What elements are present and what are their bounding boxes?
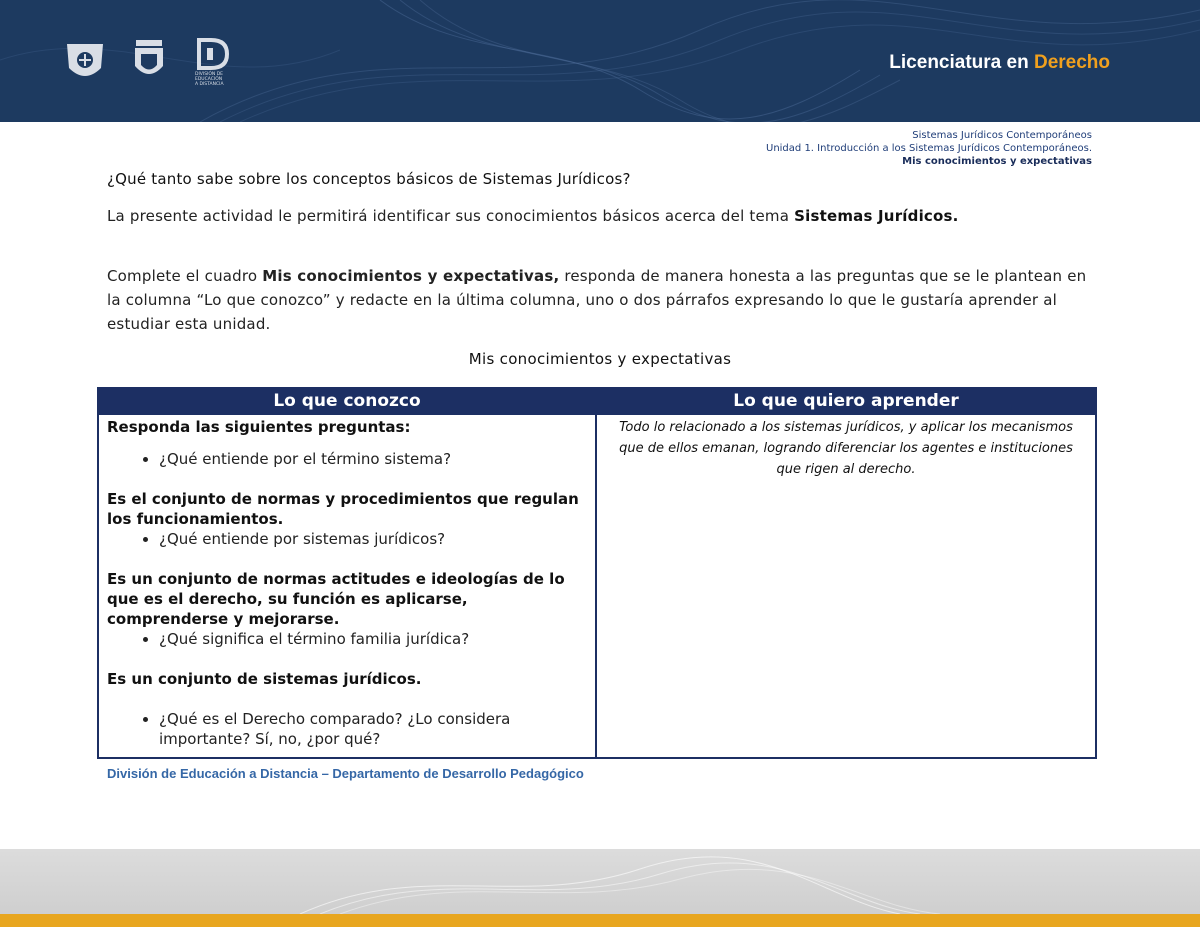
question-2: • ¿Qué entiende por sistemas jurídicos? xyxy=(159,529,587,549)
intro-paragraph xyxy=(107,207,959,225)
division-logo-icon xyxy=(190,36,236,86)
answer-2: Es un conjunto de normas actitudes e ideologías de lo que es el derecho, su función es aplicarse, comprenderse y mejorarse. xyxy=(107,570,565,628)
answer-3: Es un conjunto de sistemas jurídicos. xyxy=(107,670,422,688)
cell-lo-que-conozco[interactable] xyxy=(98,414,596,758)
breadcrumb-subject: Sistemas Jurídicos Contemporáneos xyxy=(912,130,1092,141)
unam-crest-icon xyxy=(62,36,108,86)
header-lo-que-conozco: Lo que conozco xyxy=(98,388,596,414)
footer-department: División de Educación a Distancia – Departamento de Desarrollo Pedagógico xyxy=(107,766,584,781)
footer-wave-decoration xyxy=(0,849,1200,914)
intro-text: La presente actividad le permitirá identificar sus conocimientos básicos acerca del tema xyxy=(107,207,795,225)
header-lo-que-quiero-aprender: Lo que quiero aprender xyxy=(596,388,1096,414)
question-list-3 xyxy=(107,629,587,649)
question-3: • ¿Qué significa el término familia jurídica? xyxy=(159,629,587,649)
svg-text:DIVISIÓN DE: DIVISIÓN DE xyxy=(195,72,224,77)
school-shield-icon xyxy=(126,36,172,86)
question-4: • ¿Qué es el Derecho comparado? ¿Lo considera importante? Sí, no, ¿por qué? xyxy=(159,709,587,749)
table-title: Mis conocimientos y expectativas xyxy=(468,350,732,368)
instructions-paragraph xyxy=(107,264,1097,336)
cell-lo-que-quiero-aprender[interactable] xyxy=(596,414,1096,758)
program-title-prefix: Licenciatura en xyxy=(889,52,1034,73)
instructions-post: responda de manera honesta a las preguntas que se le plantean en la columna “Lo que conozco” y redacte en la última columna, uno o dos párrafos expresando lo que le gustaría aprender al estudiar esta unidad. xyxy=(107,267,1087,333)
program-title xyxy=(889,52,1110,74)
svg-text:A DISTANCIA: A DISTANCIA xyxy=(195,82,224,86)
intro-bold-topic: Sistemas Jurídicos. xyxy=(794,207,959,225)
question-list-4 xyxy=(107,709,587,749)
page-header xyxy=(0,0,1200,122)
knowledge-table xyxy=(97,387,1097,759)
footer-band xyxy=(0,849,1200,914)
right-answer: Todo lo relacionado a los sistemas jurídicos, y aplicar los mecanismos que de ellos emanan, logrando diferenciar los agentes e instituciones que rigen al derecho. xyxy=(619,420,1073,477)
breadcrumb-unit: Unidad 1. Introducción a los Sistemas Jurídicos Contemporáneos. xyxy=(766,143,1092,154)
breadcrumb xyxy=(766,129,1092,168)
table-header-row xyxy=(98,388,1096,414)
table-row xyxy=(98,414,1096,758)
answer-1: Es el conjunto de normas y procedimientos que regulan los funcionamientos. xyxy=(107,490,579,528)
breadcrumb-activity: Mis conocimientos y expectativas xyxy=(902,156,1092,167)
question-list-2 xyxy=(107,529,587,549)
question-list-1 xyxy=(107,449,587,469)
instructions-bold: Mis conocimientos y expectativas, xyxy=(262,267,560,285)
program-title-accent: Derecho xyxy=(1033,52,1110,73)
instructions-pre: Complete el cuadro xyxy=(107,267,263,285)
question-1: • ¿Qué entiende por el término sistema? xyxy=(159,449,587,469)
left-intro: Responda las siguientes preguntas: xyxy=(107,418,411,436)
question-title: ¿Qué tanto sabe sobre los conceptos básicos de Sistemas Jurídicos? xyxy=(107,170,631,188)
svg-text:EDUCACIÓN: EDUCACIÓN xyxy=(195,77,223,82)
footer-stripe xyxy=(0,914,1200,927)
